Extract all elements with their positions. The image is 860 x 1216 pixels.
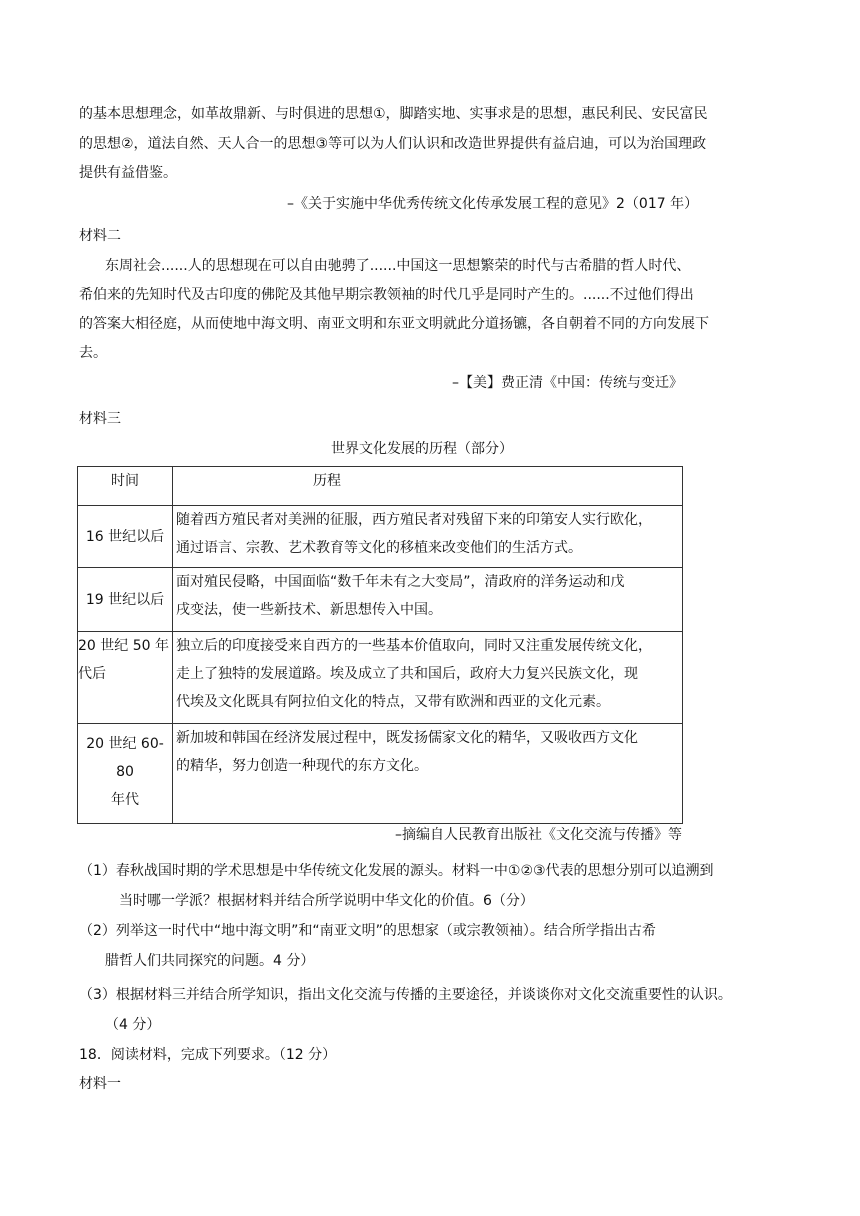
question-2-line-1: （2）列举这一时代中“地中海文明”和“南亚文明”的思想家（或宗教领袖）。结合所学指出古希 — [79, 923, 656, 939]
next-material-heading: 材料一 — [79, 1076, 121, 1092]
row-process — [173, 724, 683, 824]
header-process: 历程 — [173, 467, 683, 506]
row-time-text: 20 世纪 50 年 — [78, 638, 169, 654]
header-time: 时间 — [78, 467, 173, 506]
material1-line-2: 的思想②，道法自然、天人合一的思想③等可以为人们认识和改造世界提供有益启迪，可以为治国理政 — [79, 136, 707, 152]
question-1-line-1: （1）春秋战国时期的学术思想是中华传统文化发展的源头。材料一中①②③代表的思想分别可以追溯到 — [79, 863, 714, 879]
row-process-line: 通过语言、宗教、艺术教育等文化的移植来改变他们的生活方式。 — [176, 540, 582, 556]
question-2-line-2: 腊哲人们共同探究的问题。4 分） — [105, 953, 315, 969]
row-time-text: 20 世纪 60-80 — [86, 736, 164, 780]
table-row — [78, 568, 683, 632]
material3-source: –摘编自人民教育出版社《文化交流与传播》等 — [395, 827, 682, 843]
table-header-row — [78, 467, 683, 506]
material2-line-4: 去。 — [79, 345, 107, 361]
row-time-text: 代后 — [78, 666, 106, 682]
row-process-line: 戌变法，使一些新技术、新思想传入中国。 — [176, 602, 442, 618]
row-process-line: 随着西方殖民者对美洲的征服，西方殖民者对残留下来的印第安人实行欧化， — [176, 512, 652, 528]
table-row — [78, 506, 683, 568]
material2-source: –【美】费正清《中国：传统与变迁》 — [452, 375, 683, 391]
row-process-line: 代埃及文化既具有阿拉伯文化的特点，又带有欧洲和西亚的文化元素。 — [176, 694, 610, 710]
row-process — [173, 632, 683, 724]
material2-line-3: 的答案大相径庭，从而使地中海文明、南亚文明和东亚文明就此分道扬镳，各自朝着不同的方向发展下 — [79, 316, 709, 332]
row-process-line: 的精华，努力创造一种现代的东方文化。 — [176, 758, 428, 774]
culture-history-table — [77, 466, 683, 824]
table-title: 世界文化发展的历程（部分） — [331, 441, 513, 457]
material1-line-3: 提供有益借鉴。 — [79, 165, 177, 181]
row-process — [173, 568, 683, 632]
material1-line-1: 的基本思想理念，如革故鼎新、与时俱进的思想①，脚踏实地、实事求是的思想，惠民利民、安民富民 — [79, 106, 708, 122]
material2-line-1: 东周社会......人的思想现在可以自由驰骋了......中国这一思想繁荣的时代与古希腊的哲人时代、 — [105, 258, 691, 274]
row-process — [173, 506, 683, 568]
question-3-line-2: （4 分） — [105, 1017, 161, 1033]
row-process-line: 新加坡和韩国在经济发展过程中，既发扬儒家文化的精华，又吸收西方文化 — [176, 730, 638, 746]
question-3-line-1: （3）根据材料三并结合所学知识，指出文化交流与传播的主要途径，并谈谈你对文化交流重要性的认识。 — [79, 987, 732, 1003]
material2-line-2: 希伯来的先知时代及古印度的佛陀及其他早期宗教领袖的时代几乎是同时产生的。......不过他们得出 — [79, 287, 694, 303]
question-18: 18．阅读材料，完成下列要求。（12 分） — [79, 1047, 337, 1063]
row-time — [78, 632, 173, 724]
question-1-line-2: 当时哪一学派？根据材料并结合所学说明中华文化的价值。6（分） — [119, 893, 534, 909]
row-time-text: 年代 — [111, 792, 139, 808]
row-time-text: 16 世纪以后 — [85, 528, 165, 545]
material2-heading: 材料二 — [79, 228, 121, 244]
table-row — [78, 724, 683, 824]
row-process-line: 独立后的印度接受来自西方的一些基本价值取向，同时又注重发展传统文化， — [176, 638, 652, 654]
row-time-text: 19 世纪以后 — [85, 591, 165, 608]
table-row — [78, 632, 683, 724]
row-time — [78, 724, 173, 824]
row-process-line: 走上了独特的发展道路。埃及成立了共和国后，政府大力复兴民族文化，现 — [176, 666, 638, 682]
material1-source: –《关于实施中华优秀传统文化传承发展工程的意见》2（017 年） — [287, 196, 699, 212]
row-process-line: 面对殖民侵略，中国面临“数千年未有之大变局”，清政府的洋务运动和戊 — [176, 574, 625, 590]
material3-heading: 材料三 — [79, 411, 121, 427]
row-time — [78, 568, 173, 632]
row-time — [78, 506, 173, 568]
